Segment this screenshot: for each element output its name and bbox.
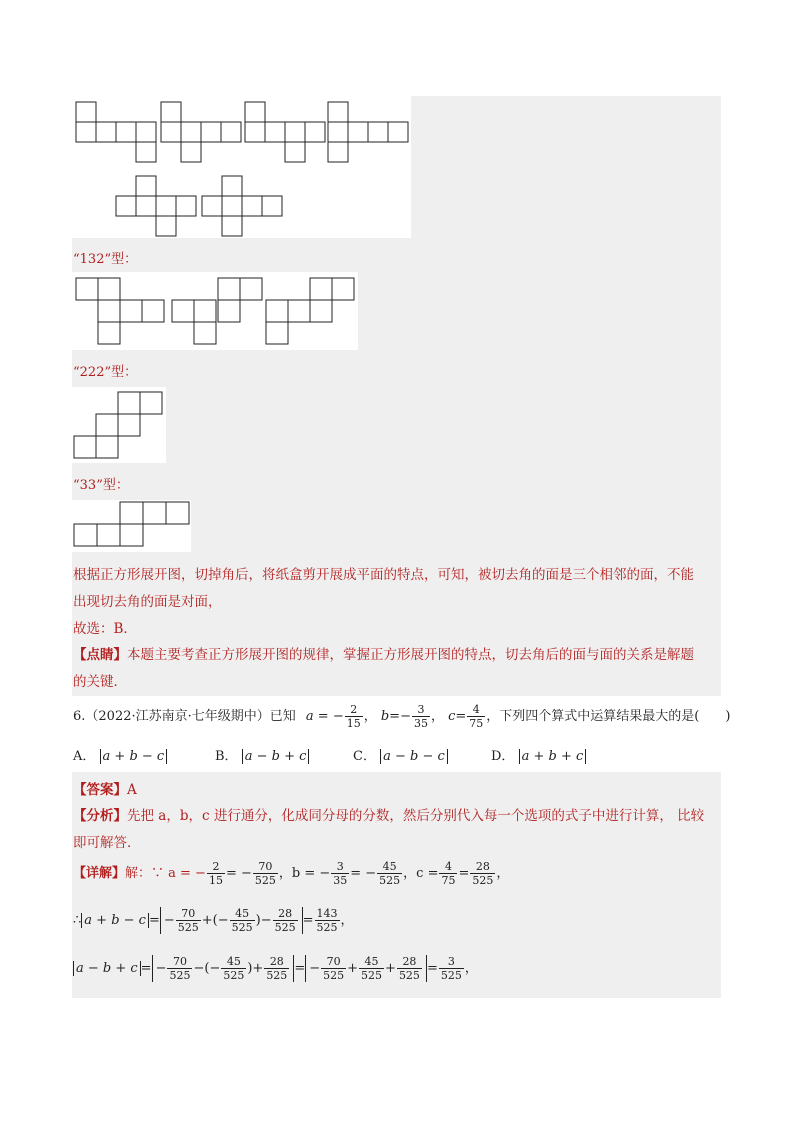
answer-tag: 【答案】 — [73, 782, 127, 798]
nets-132-figure — [72, 272, 358, 350]
analysis-tag: 【分析】 — [73, 808, 127, 824]
reason-line-2: 出现切去角的面是对面， — [73, 594, 222, 610]
label-type-222: “222”型： — [73, 365, 138, 380]
abs-expression-2: − $\frac{70}{525}$ +(− $\frac{45}{525}$ )− $\frac{28}{525}$ — [160, 907, 303, 934]
question-6: 6.（2022·江苏南京·七年级期中）已知 a = − $\frac{2}{15}$ ， b=− $\frac{3}{35}$ ， c= $\frac{4}{75}$ ，下列四个算式中运算结果最大的是( ) — [73, 703, 731, 730]
detail-frac-5: $\frac{4}{75}$ — [441, 860, 456, 887]
var-c: c= — [448, 709, 467, 724]
label-type-132: “132”型： — [73, 252, 138, 267]
answer-value: A — [127, 782, 137, 798]
result-3: $\frac{3}{525}$ — [440, 955, 462, 982]
options-row — [73, 745, 586, 764]
nets-141-figure — [72, 96, 411, 238]
var-b: b=− — [380, 709, 411, 724]
detail-tag: 【详解】 — [73, 866, 126, 881]
fraction-c: $\frac{4}{75}$ — [469, 703, 484, 730]
var-a: a = − — [305, 709, 344, 724]
detail-frac-2: $\frac{70}{525}$ — [254, 860, 276, 887]
option-d[interactable]: D． a + b + c — [491, 745, 586, 764]
net-33-figure — [72, 500, 191, 552]
abs-expression-3b: − $\frac{70}{525}$ + $\frac{45}{525}$ + $\frac{28}{525}$ — [305, 955, 427, 982]
option-a[interactable]: A． a + b − c — [73, 745, 215, 764]
analysis-line-2: 即可解答． — [73, 835, 141, 851]
result-143: $\frac{143}{525}$ — [316, 907, 338, 934]
net-222-figure — [72, 387, 166, 463]
label-type-33: “33”型： — [73, 478, 129, 493]
detail-line-1: 【详解】解：∵ a = − $\frac{2}{15}$ = − $\frac{70}{525}$ ，b = − $\frac{3}{35}$ = − $\frac{45}{525}$ ，c = $\frac{4}{75}$ = $\frac{28}{525}$ ， — [73, 860, 510, 887]
abs-a-plus-b-minus-c: a + b − c — [81, 913, 149, 928]
answer-line — [73, 778, 137, 798]
detail-line-2: ∴ a + b − c = − $\frac{70}{525}$ +(− $\frac{45}{525}$ )− $\frac{28}{525}$ = $\frac{143}{525}$ ， — [73, 907, 354, 934]
choose-line: 故选：B． — [73, 621, 137, 637]
abs-a-minus-b-plus-c: a − b + c — [73, 961, 141, 976]
dianjing-line-2: 的关键． — [73, 674, 127, 690]
dianjing-line-1 — [73, 643, 694, 663]
fraction-a: $\frac{2}{15}$ — [346, 703, 361, 730]
analysis-text: 先把 a，b，c 进行通分，化成同分母的分数，然后分别代入每一个选项的式子中进行计算， 比较 — [127, 808, 705, 824]
detail-frac-4: $\frac{45}{525}$ — [379, 860, 401, 887]
abs-expression-3a: − $\frac{70}{525}$ −(− $\frac{45}{525}$ )+ $\frac{28}{525}$ — [152, 955, 295, 982]
question-prefix: 6.（2022·江苏南京·七年级期中）已知 — [73, 709, 296, 724]
detail-frac-6: $\frac{28}{525}$ — [472, 860, 494, 887]
fraction-b: $\frac{3}{35}$ — [413, 703, 428, 730]
reason-line-1: 根据正方形展开图，切掉角后，将纸盒剪开展成平面的特点，可知，被切去角的面是三个相邻的面，不能 — [73, 567, 694, 583]
detail-frac-1: $\frac{2}{15}$ — [208, 860, 223, 887]
option-c[interactable]: C． a − b − c — [353, 745, 491, 764]
detail-line-3: a − b + c = − $\frac{70}{525}$ −(− $\frac{45}{525}$ )+ $\frac{28}{525}$ = − $\frac{70}{525}$ + $\frac{45}{525}$ + $\frac{28}{525}$ = $\frac{3}{525}$ ， — [73, 955, 478, 982]
analysis-line-1 — [73, 804, 704, 824]
question-suffix: ，下列四个算式中运算结果最大的是( ) — [486, 709, 731, 724]
dianjing-tag: 【点睛】 — [73, 647, 127, 663]
option-b[interactable]: B． a − b + c — [215, 745, 353, 764]
detail-frac-3: $\frac{3}{35}$ — [333, 860, 348, 887]
dianjing-text: 本题主要考查正方形展开图的规律，掌握正方形展开图的特点，切去角后的面与面的关系是解题 — [127, 647, 694, 663]
